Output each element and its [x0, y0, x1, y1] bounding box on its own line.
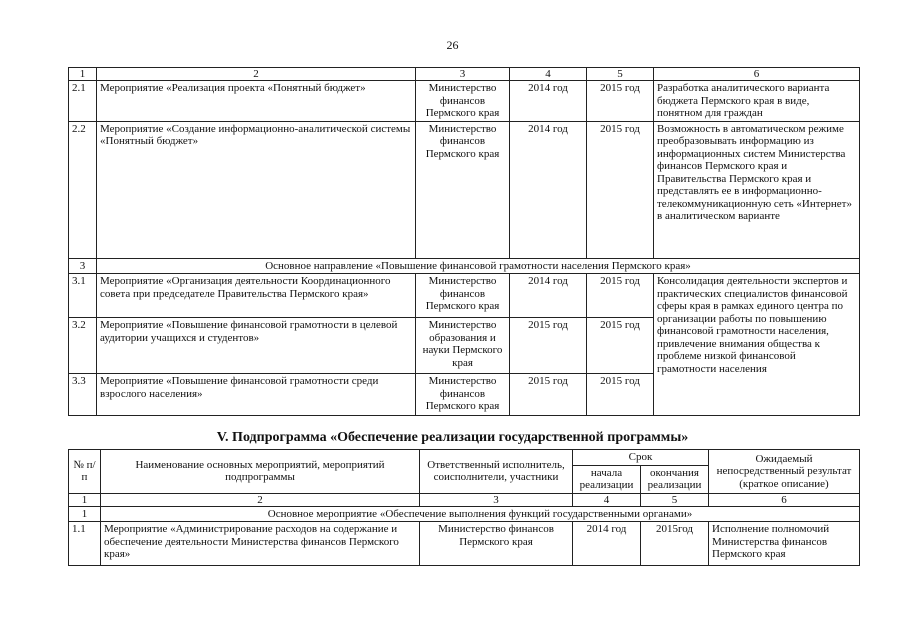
col-number: 4 [510, 68, 587, 81]
col-number: 1 [69, 68, 97, 81]
col-number: 2 [97, 68, 416, 81]
page-number: 26 [446, 38, 459, 52]
col-number: 1 [69, 493, 101, 506]
header-end: окончания реализации [641, 465, 709, 493]
event-name: Мероприятие «Администрирование расходов на содержание и обеспечение деятельности Министерства финансов Пермского края» [101, 522, 420, 566]
column-numbers-row [69, 68, 860, 81]
start-year: 2015 год [510, 318, 587, 374]
executor: Министерство финансов Пермского края [416, 81, 510, 122]
header-event: Наименование основных мероприятий, мероприятий подпрограммы [101, 450, 420, 494]
col-number: 3 [416, 68, 510, 81]
row-number: 3.2 [69, 318, 97, 374]
section-row [69, 258, 860, 274]
event-name: Мероприятие «Организация деятельности Координационного совета при председателе Правительства Пермского края» [97, 274, 416, 318]
row-number: 2.2 [69, 121, 97, 258]
section-number: 3 [69, 258, 97, 274]
col-number: 5 [587, 68, 654, 81]
start-year: 2014 год [510, 274, 587, 318]
header-executor: Ответственный исполнитель, соисполнители, участники [420, 450, 573, 494]
row-number: 3.3 [69, 374, 97, 416]
executor: Министерство финансов Пермского края [416, 374, 510, 416]
column-numbers-row [69, 493, 860, 506]
col-number: 4 [573, 493, 641, 506]
subprogram-title: V. Подпрограмма «Обеспечение реализации государственной программы» [216, 430, 689, 445]
subprogram-events-table [68, 449, 860, 566]
executor: Министерство финансов Пермского края [416, 121, 510, 258]
col-number: 6 [654, 68, 860, 81]
start-year: 2014 год [573, 522, 641, 566]
program-events-table [68, 67, 860, 416]
start-year: 2015 год [510, 374, 587, 416]
header-term: Срок [573, 450, 709, 466]
row-number: 2.1 [69, 81, 97, 122]
expected-result: Разработка аналитического варианта бюджета Пермского края в виде, понятном для граждан [654, 81, 860, 122]
col-number: 3 [420, 493, 573, 506]
event-name: Мероприятие «Реализация проекта «Понятный бюджет» [97, 81, 416, 122]
col-number: 2 [101, 493, 420, 506]
event-name: Мероприятие «Создание информационно-аналитической системы «Понятный бюджет» [97, 121, 416, 258]
executor: Министерство финансов Пермского края [420, 522, 573, 566]
event-name: Мероприятие «Повышение финансовой грамотности в целевой аудитории учащихся и студентов» [97, 318, 416, 374]
start-year: 2014 год [510, 81, 587, 122]
row-number: 3.1 [69, 274, 97, 318]
col-number: 5 [641, 493, 709, 506]
end-year: 2015год [641, 522, 709, 566]
executor: Министерство финансов Пермского края [416, 274, 510, 318]
header-num: № п/п [69, 450, 101, 494]
expected-result: Консолидация деятельности экспертов и практических специалистов финансовой сферы края в рамках единого центра по организации работы по повышению финансовой грамотности населения, привлечение внимания общества к проблеме низкой финансовой грамотности населения [654, 274, 860, 416]
row-number: 1.1 [69, 522, 101, 566]
section-number: 1 [69, 506, 101, 522]
section-title-cell: Основное мероприятие «Обеспечение выполнения функций государственными органами» [101, 506, 860, 522]
start-year: 2014 год [510, 121, 587, 258]
header-row [69, 450, 860, 466]
table-row [69, 81, 860, 122]
event-name: Мероприятие «Повышение финансовой грамотности среди взрослого населения» [97, 374, 416, 416]
header-start: начала реализации [573, 465, 641, 493]
end-year: 2015 год [587, 374, 654, 416]
end-year: 2015 год [587, 121, 654, 258]
section-title-cell: Основное направление «Повышение финансовой грамотности населения Пермского края» [97, 258, 860, 274]
expected-result: Исполнение полномочий Министерства финансов Пермского края [709, 522, 860, 566]
col-number: 6 [709, 493, 860, 506]
end-year: 2015 год [587, 274, 654, 318]
table-row [69, 274, 860, 318]
header-result: Ожидаемый непосредственный результат (краткое описание) [709, 450, 860, 494]
executor: Министерство образования и науки Пермского края [416, 318, 510, 374]
section-row [69, 506, 860, 522]
table-row [69, 522, 860, 566]
end-year: 2015 год [587, 81, 654, 122]
end-year: 2015 год [587, 318, 654, 374]
expected-result: Возможность в автоматическом режиме преобразовывать информацию из информационных систем Министерства финансов Пермского края и Правительства Пермского края и представлять ее в информационно-телекоммуникационную сеть «Интернет» в аналитическом варианте [654, 121, 860, 258]
table-row [69, 121, 860, 258]
